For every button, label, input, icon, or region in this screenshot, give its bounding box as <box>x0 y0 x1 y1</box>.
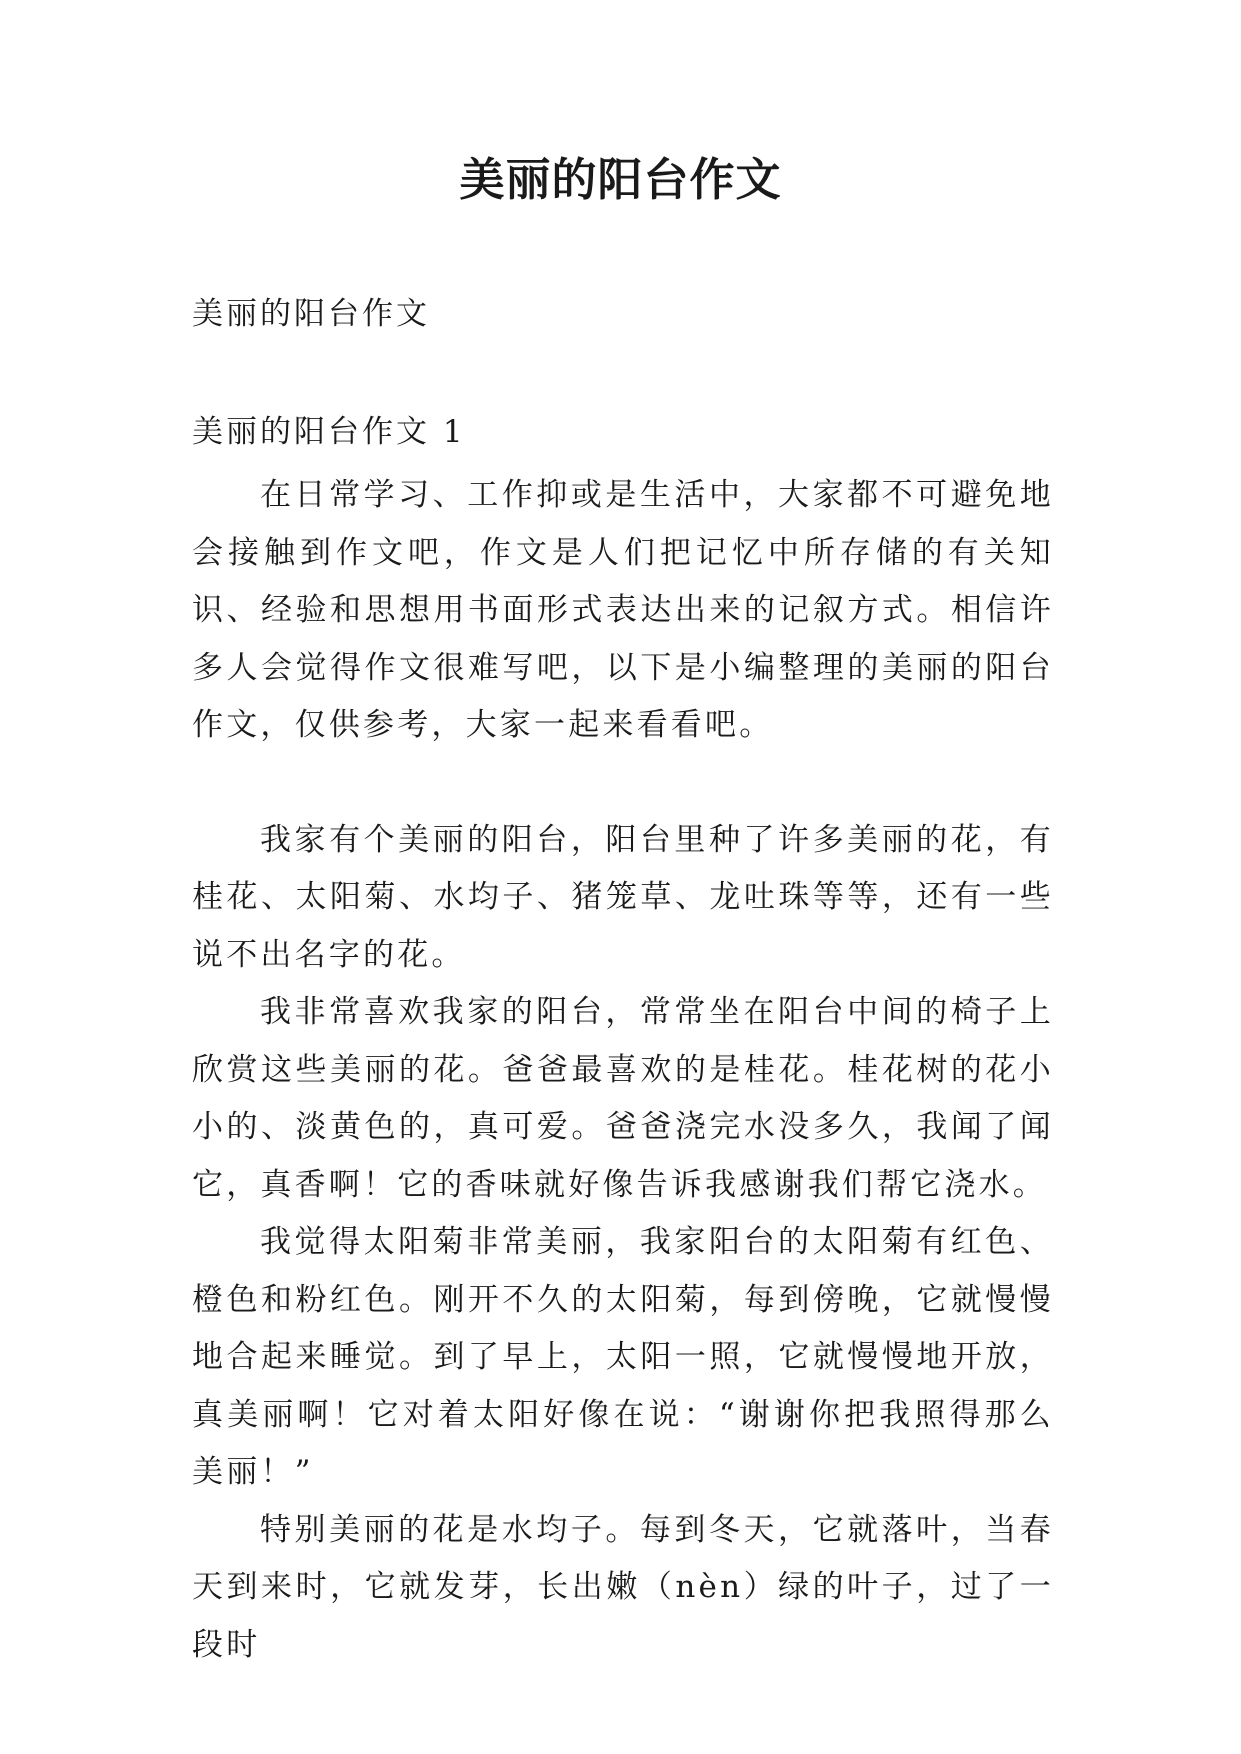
body-paragraph-3: 我觉得太阳菊非常美丽，我家阳台的太阳菊有红色、橙色和粉红色。刚开不久的太阳菊，每到傍晚，它就慢慢地合起来睡觉。到了早上，太阳一照，它就慢慢地开放，真美丽啊！它对着太阳好像在说：“谢谢你把我照得那么美丽！” <box>192 1224 1054 1490</box>
body-paragraph-1: 我家有个美丽的阳台，阳台里种了许多美丽的花，有桂花、太阳菊、水均子、猪笼草、龙吐珠等等，还有一些说不出名字的花。 <box>192 821 1054 973</box>
intro-paragraph: 在日常学习、工作抑或是生活中，大家都不可避免地会接触到作文吧，作文是人们把记忆中所存储的有关知识、经验和思想用书面形式表达出来的记叙方式。相信许多人会觉得作文很难写吧，以下是小编整理的美丽的阳台作文，仅供参考，大家一起来看看吧。 <box>192 477 1054 743</box>
section-heading: 美丽的阳台作文 1 <box>192 414 466 450</box>
document-body <box>192 467 1054 1674</box>
document-subtitle: 美丽的阳台作文 <box>192 296 430 332</box>
paragraph-spacer <box>192 755 1054 812</box>
body-paragraph-2: 我非常喜欢我家的阳台，常常坐在阳台中间的椅子上欣赏这些美丽的花。爸爸最喜欢的是桂花。桂花树的花小小的、淡黄色的，真可爱。爸爸浇完水没多久，我闻了闻它，真香啊！它的香味就好像告诉我感谢我们帮它浇水。 <box>192 994 1054 1203</box>
document-title: 美丽的阳台作文 <box>459 153 782 206</box>
body-paragraph-4: 特别美丽的花是水均子。每到冬天，它就落叶，当春天到来时，它就发芽，长出嫩（nèn）绿的叶子，过了一段时 <box>192 1511 1054 1663</box>
